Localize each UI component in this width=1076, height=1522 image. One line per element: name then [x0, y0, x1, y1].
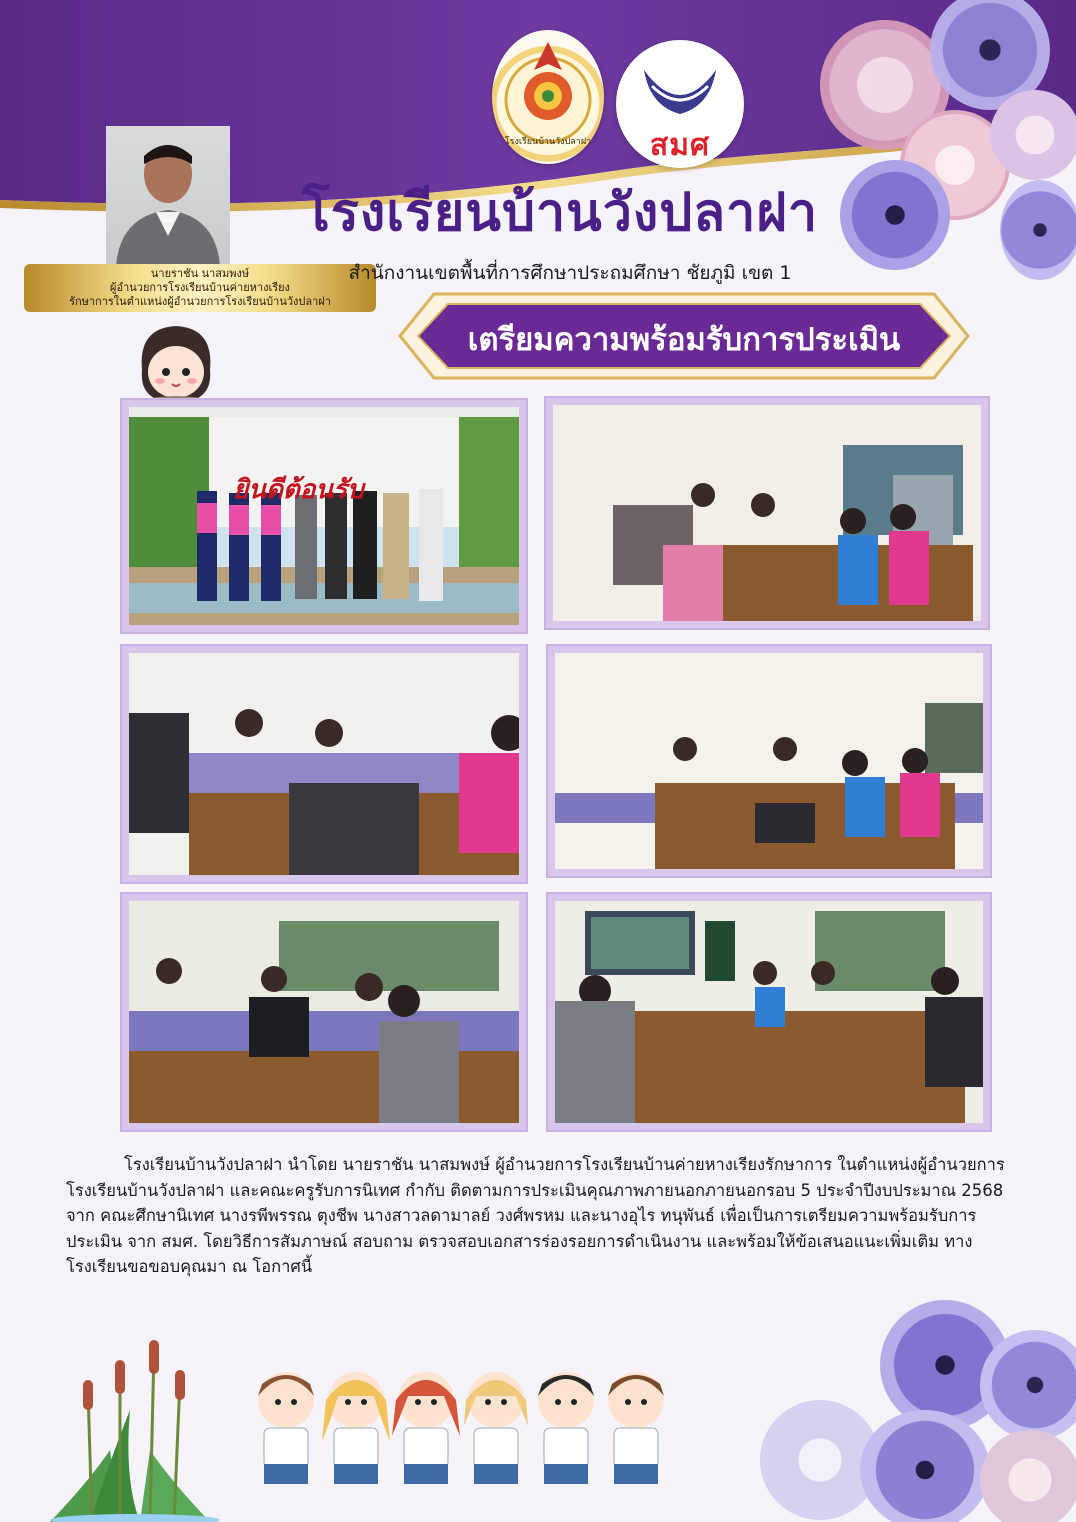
office-subtitle: สำนักงานเขตพื้นที่การศึกษาประถมศึกษา ชัยภูมิ เขต 1	[348, 262, 792, 284]
photo-welcome-group	[120, 398, 528, 634]
description-text: โรงเรียนบ้านวังปลาฝา นำโดย นายราชัน นาสมพงษ์ ผู้อำนวยการโรงเรียนบ้านค่ายหางเรียงรักษาการ ในตำแหน่งผู้อำนวยการโรงเรียนบ้านวังปลาฝา และคณะครูรับการนิเทศ กำกับ ติดตามการประเมินคุณภาพภายนอกภายนอกรอบ 5 ประจำปีงบประมาณ 2568 จาก คณะศึกษานิเทศ นางรพีพรรณ ตุงชีพ นางสาวลดามาลย์ วงศ์พรหม และนางอุไร ทนุพันธ์ เพื่อเป็นการเตรียมความพร้อมรับการประเมิน จาก สมศ. โดยวิธีการสัมภาษณ์ สอบถาม ตรวจสอบเอกสารร่องรอยการดำเนินงาน และพร้อมให้ข้อเสนอแนะเพิ่มเติม ทางโรงเรียนขอขอบคุณมา ณ โอกาศนี้	[66, 1155, 1005, 1276]
school-logo-caption: โรงเรียนบ้านวังปลาฝา	[504, 137, 592, 147]
title-banner	[390, 288, 978, 384]
school-logo	[492, 30, 604, 164]
onesqa-logo-text: สมศ	[649, 128, 711, 163]
onesqa-logo	[616, 40, 744, 168]
photo-meeting-room-5	[546, 892, 992, 1132]
director-position: ผู้อำนวยการโรงเรียนบ้านค่ายหางเรียง	[110, 281, 290, 294]
photo-meeting-room-3	[546, 644, 992, 878]
welcome-sign-text: ยินดีต้อนรับ	[233, 475, 364, 505]
cartoon-students-group	[250, 1356, 670, 1506]
reeds-decoration	[50, 1330, 220, 1522]
director-name: นายราชัน นาสมพงษ์	[150, 267, 250, 280]
photo-meeting-room-2	[120, 644, 528, 884]
banner-title: เตรียมความพร้อมรับการประเมิน	[467, 322, 901, 358]
photo-meeting-room-1	[544, 396, 990, 630]
school-title: โรงเรียนบ้านวังปลาฝา	[301, 183, 819, 243]
director-photo	[106, 126, 230, 266]
description-paragraph	[66, 1152, 1026, 1280]
director-acting-position: รักษาการในตำแหน่งผู้อำนวยการโรงเรียนบ้านวังปลาฝา	[69, 295, 331, 308]
photo-meeting-room-4	[120, 892, 528, 1132]
